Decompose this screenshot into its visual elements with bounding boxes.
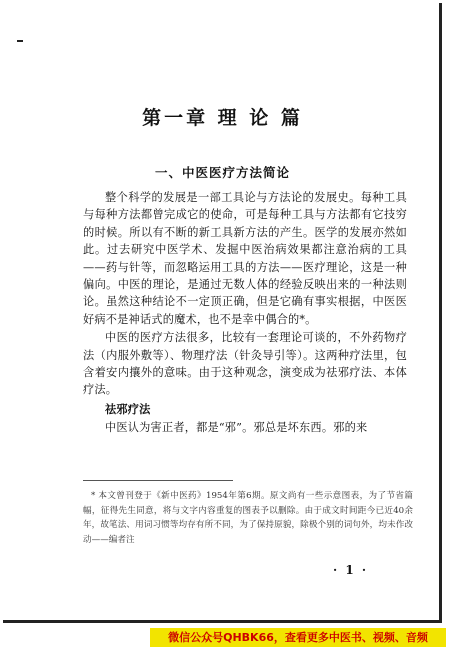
- footnote-text: * 本文曾刊登于《新中医药》1954年第6期。原文尚有一些示意图表，为了节省篇幅，征得先生同意，将与文字内容重复的图表予以删除。由于成文时间距今已近40余年，故笔法、用词习惯等均存有所不同，为了保持原貌，除极个别的词句外，均未作改动——编者注: [83, 491, 413, 545]
- paragraph-2: 中医的医疗方法很多，比较有一套理论可谈的，不外药物疗法（内服外敷等）、物理疗法（针灸导引等）。这两种疗法里，包含着安内攘外的意味。由于这种观念，演变成为祛邪疗法、本体疗法。: [83, 331, 407, 397]
- page-number: · 1 ·: [333, 563, 369, 577]
- footnote: [83, 489, 413, 547]
- paragraph-3: 中医认为害正者，都是“邪”。邪总是坏东西。邪的来: [105, 421, 368, 435]
- paragraph-1: 整个科学的发展是一部工具论与方法论的发展史。每种工具与每种方法都曾完成它的使命，可是每种工具与方法都有它技穷的时候。所以有不断的新工具新方法的产生。医学的发展亦然如此。过去研究中医学术、发掘中医治病效果都注意治病的工具——药与针等，而忽略运用工具的方法——医疗理论，这是一种偏向。中医的理论，是通过无数人体的经验反映出来的一种法则论。虽然这种结论不一定顶正确，但是它确有事实根据，中医医好病不是神话式的魔术，也不是幸中偶合的*。: [83, 191, 407, 326]
- chapter-title: 第一章 理 论 篇: [142, 107, 303, 129]
- footnote-rule: [83, 480, 233, 481]
- page-mark: [17, 40, 23, 42]
- body-text: [83, 189, 407, 437]
- subheading: 祛邪疗法: [105, 401, 151, 416]
- book-page: [3, 3, 442, 623]
- section-title: 一、中医医疗方法简论: [154, 165, 290, 180]
- watermark-banner: 微信公众号QHBK66，查看更多中医书、视频、音频: [150, 628, 446, 647]
